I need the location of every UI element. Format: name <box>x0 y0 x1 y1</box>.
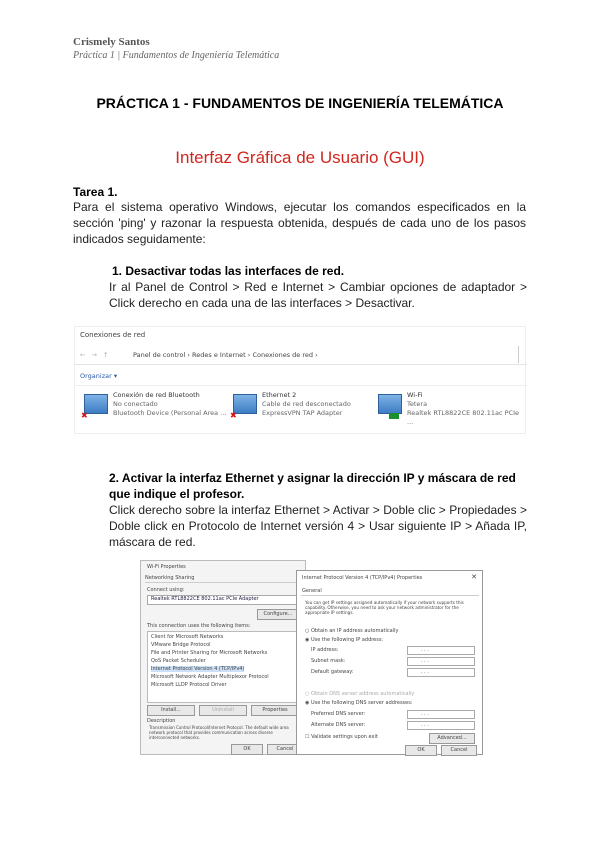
divider <box>301 595 479 596</box>
configure-button: Configure... <box>257 609 299 620</box>
subnet-mask-label: Subnet mask: <box>311 658 346 664</box>
list-item: Microsoft Network Adapter Multiplexor Protocol <box>151 674 269 680</box>
list-item: QoS Packet Scheduler <box>151 658 206 664</box>
adapter-status: Tetera <box>407 400 428 408</box>
ok-button: OK <box>231 744 263 755</box>
address-bar <box>75 346 527 365</box>
task-label: Tarea 1. <box>73 185 118 199</box>
advanced-button: Advanced... <box>429 733 475 744</box>
adapter-name: Conexión de red Bluetooth <box>113 391 200 399</box>
alternate-dns-label: Alternate DNS server: <box>311 722 366 728</box>
breadcrumb: Panel de control › Redes e Internet › Conexiones de red › <box>133 351 318 359</box>
preferred-dns-field: . . . <box>421 711 429 717</box>
wifi-properties-dialog <box>140 560 306 755</box>
nav-arrows-icon: ← → ↑ <box>80 351 111 359</box>
subnet-mask-field: . . . <box>421 658 429 664</box>
disabled-x-icon: ✖ <box>81 411 88 420</box>
network-adapter-icon <box>378 394 402 414</box>
adapter-bluetooth <box>81 391 231 427</box>
ipv4-properties-screenshot <box>140 560 483 755</box>
close-icon: ✕ <box>471 573 477 581</box>
items-list <box>147 631 301 703</box>
gateway-label: Default gateway: <box>311 669 354 675</box>
ip-address-field: . . . <box>421 647 429 653</box>
tab-general: General <box>302 588 322 594</box>
header-subtitle: Práctica 1 | Fundamentos de Ingeniería Telemática <box>73 50 280 61</box>
install-button: Install... <box>147 705 195 716</box>
wifi-signal-icon <box>389 413 399 419</box>
use-ip-radio: ◉ Use the following IP address: <box>305 637 384 643</box>
items-label: This connection uses the following items: <box>147 623 251 629</box>
step2-text: Click derecho sobre la interfaz Ethernet > Activar > Doble clic > Propiedades > Doble click en Protocolo de Internet versión 4 > Usar siguiente IP > Añada IP, máscara de red. <box>109 503 527 549</box>
description-text: Transmission Control Protocol/Internet Protocol. The default wide area network protocol that provides communication across diverse interconnected networks. <box>149 725 289 740</box>
adapter-device: ExpressVPN TAP Adapter <box>262 409 343 417</box>
task-paragraph: Para el sistema operativo Windows, ejecutar los comandos especificados en la sección 'ping' y razonar la respuesta obtenida, después de cada uno de los pasos indicados seguidamente: <box>73 200 526 246</box>
adapter-status: No conectado <box>113 400 158 408</box>
validate-checkbox: ☐ Validate settings upon exit <box>305 734 378 740</box>
dialog-tabs: Networking Sharing <box>145 575 195 581</box>
list-item: Client for Microsoft Networks <box>151 634 224 640</box>
divider <box>75 385 527 386</box>
adapter-wifi <box>375 391 525 427</box>
search-box <box>518 346 527 363</box>
adapter-field: Realtek RTL8822CE 802.11ac PCIe Adapter <box>151 596 259 602</box>
organize-menu: Organizar ▾ <box>80 372 118 380</box>
alternate-dns-field: . . . <box>421 722 429 728</box>
auto-ip-radio: ○ Obtain an IP address automatically <box>305 628 399 634</box>
section-title: Interfaz Gráfica de Usuario (GUI) <box>175 148 425 167</box>
disabled-x-icon: ✖ <box>230 411 237 420</box>
cancel-button: Cancel <box>441 745 477 756</box>
dialog-title: Wi-Fi Properties <box>147 564 186 570</box>
adapter-ethernet2 <box>230 391 380 427</box>
list-item: File and Printer Sharing for Microsoft Networks <box>151 650 268 656</box>
document-title: PRÁCTICA 1 - FUNDAMENTOS DE INGENIERÍA TELEMÁTICA <box>96 95 504 111</box>
preferred-dns-label: Preferred DNS server: <box>311 711 366 717</box>
auto-dns-radio: ○ Obtain DNS server address automatically <box>305 691 415 697</box>
list-item-selected: Internet Protocol Version 4 (TCP/IPv4) <box>151 666 245 672</box>
description-label: Description <box>147 718 176 724</box>
use-dns-radio: ◉ Use the following DNS server addresses: <box>305 700 413 706</box>
intro-text: You can get IP settings assigned automatically if your network supports this capability. Otherwise, you need to ask your network administrator for the appropriate IP settings. <box>305 600 464 615</box>
adapter-device: Bluetooth Device (Personal Area ... <box>113 409 227 417</box>
step1-title: 1. Desactivar todas las interfaces de red. <box>112 264 345 278</box>
author-name: Crismely Santos <box>73 36 150 48</box>
list-item: VMware Bridge Protocol <box>151 642 211 648</box>
ip-address-label: IP address: <box>311 647 339 653</box>
properties-button: Properties <box>251 705 299 716</box>
network-connections-screenshot <box>74 326 526 434</box>
divider <box>145 582 302 583</box>
window-title: Conexiones de red <box>80 331 146 339</box>
gateway-field: . . . <box>421 669 429 675</box>
connect-using-label: Connect using: <box>147 587 185 593</box>
adapter-name: Wi-Fi <box>407 391 423 399</box>
adapter-status: Cable de red desconectado <box>262 400 351 408</box>
adapter-name: Ethernet 2 <box>262 391 297 399</box>
ok-button: OK <box>405 745 437 756</box>
list-item: Microsoft LLDP Protocol Driver <box>151 682 227 688</box>
ipv4-properties-dialog <box>296 570 483 755</box>
adapter-device: Realtek RTL8822CE 802.11ac PCIe ... <box>407 409 520 426</box>
step1-text: Ir al Panel de Control > Red e Internet > Cambiar opciones de adaptador > Click derecho en cada una de las interfaces > Desactivar. <box>109 280 527 310</box>
cancel-button: Cancel <box>267 744 303 755</box>
uninstall-button: Uninstall <box>199 705 247 716</box>
dialog-title: Internet Protocol Version 4 (TCP/IPv4) Properties <box>302 575 423 581</box>
step2-title: 2. Activar la interfaz Ethernet y asignar la dirección IP y máscara de red que indique el profesor. <box>109 471 516 501</box>
